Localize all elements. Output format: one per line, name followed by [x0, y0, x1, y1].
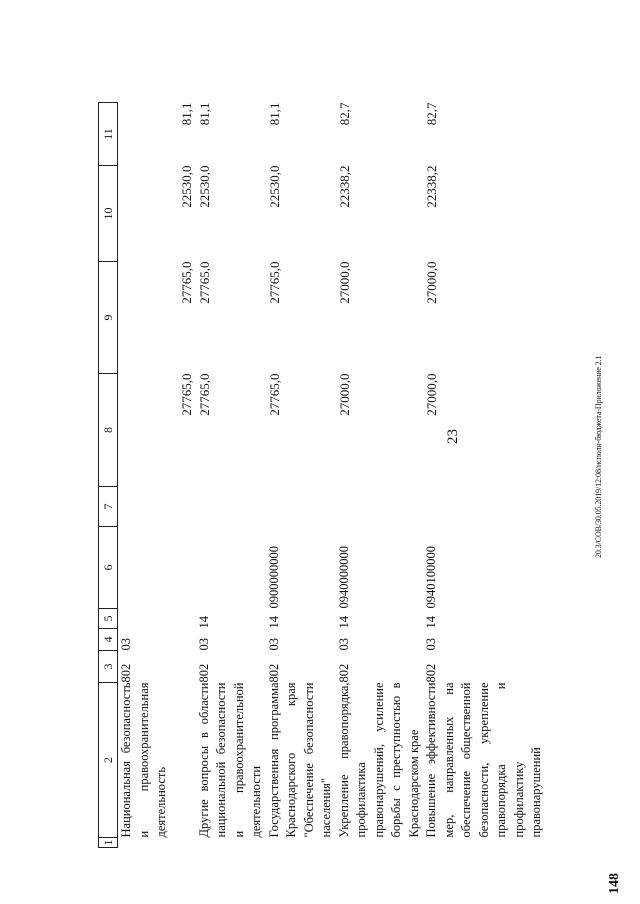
cell-col3: 802: [266, 663, 281, 683]
header-cell: 8: [99, 374, 118, 487]
cell-col8: 27000,0: [424, 373, 439, 416]
cell-col8: 27765,0: [179, 373, 194, 416]
cell-col9: 27765,0: [266, 261, 282, 304]
cell-col10: 22338,2: [336, 165, 352, 208]
header-cell: 11: [99, 103, 118, 166]
row-name: Укрепление правопорядка, профилактика правонарушений, усиление борьбы с преступностью в Краснодарском крае: [336, 682, 421, 838]
cell-col3: 802: [336, 663, 351, 683]
corner-page-mark: 148: [607, 873, 622, 894]
header-cell: 7: [99, 487, 118, 527]
cell-col11: 82,7: [424, 102, 439, 126]
cell-col8: 27765,0: [266, 373, 282, 416]
row-name: Национальная безопасность и правоохранительная деятельность: [119, 682, 168, 838]
cell-col4: 03: [266, 638, 281, 651]
header-cell: 6: [99, 527, 118, 609]
cell-col3: 802: [196, 663, 211, 683]
cell-col3: 802: [119, 663, 133, 683]
table-row: [423, 103, 546, 848]
cell-col9: 27765,0: [179, 261, 194, 304]
row-name: Государственная программа Краснодарского края "Обеспечение безопасности населения": [266, 682, 333, 838]
row-name: Другие вопросы в области национальной безопасности и правоохранительной деятельности: [196, 682, 263, 838]
row-name: Повышение эффективности мер, направленных на обеспечение общественной безопасности, укрепление правопорядка и профилактику правонарушений: [424, 682, 543, 838]
cell-col11: 81,1: [179, 102, 194, 126]
cell-col6: [196, 527, 266, 609]
cell-col10: 22338,2: [424, 165, 439, 208]
cell-col9: 27000,0: [336, 261, 352, 304]
cell-col10: 22530,0: [266, 165, 282, 208]
cell-col6: 0940100000: [424, 546, 438, 609]
table-row: [266, 103, 336, 848]
cell-col5: 14: [424, 616, 438, 629]
table-row: [118, 103, 196, 848]
page-number: 23: [445, 429, 461, 444]
cell-col9: 27000,0: [424, 261, 439, 304]
cell-col4: 03: [196, 638, 211, 651]
cell-col5: [118, 609, 196, 629]
cell-col4: 03: [336, 638, 351, 651]
cell-col10: 22530,0: [196, 165, 212, 208]
cell-col8: 27000,0: [336, 373, 352, 416]
header-cell: 9: [99, 262, 118, 374]
cell-col6: 0900000000: [266, 546, 281, 609]
cell-col10: 22530,0: [179, 165, 194, 208]
cell-col4: 03: [424, 638, 438, 651]
budget-table: [98, 102, 546, 848]
table-row: [196, 103, 266, 848]
cell-col11: 81,1: [266, 102, 282, 126]
header-cell: 3: [99, 651, 118, 683]
cell-col6: 0940000000: [336, 546, 351, 609]
cell-col3: 802: [424, 663, 438, 683]
cell-col5: 14: [266, 616, 281, 629]
cell-col11: 82,7: [336, 102, 352, 126]
header-cell: 10: [99, 166, 118, 262]
cell-col9: 27765,0: [196, 261, 212, 304]
cell-col6: [118, 527, 196, 609]
table-row: [336, 103, 424, 848]
header-row: [99, 103, 118, 848]
cell-col5: 14: [196, 616, 211, 629]
footer-filepath: 20.3/СОВ/30.05.2019/12:08/исполн-бюджета-Приложение 2.1: [594, 355, 603, 558]
header-cell: 2: [99, 683, 118, 838]
header-cell: 5: [99, 609, 118, 629]
cell-col4: 03: [119, 638, 133, 651]
cell-col5: 14: [336, 616, 351, 629]
cell-col8: 27765,0: [196, 373, 212, 416]
header-cell: 1: [99, 838, 118, 848]
header-cell: 4: [99, 629, 118, 651]
cell-col11: 81,1: [196, 102, 212, 126]
